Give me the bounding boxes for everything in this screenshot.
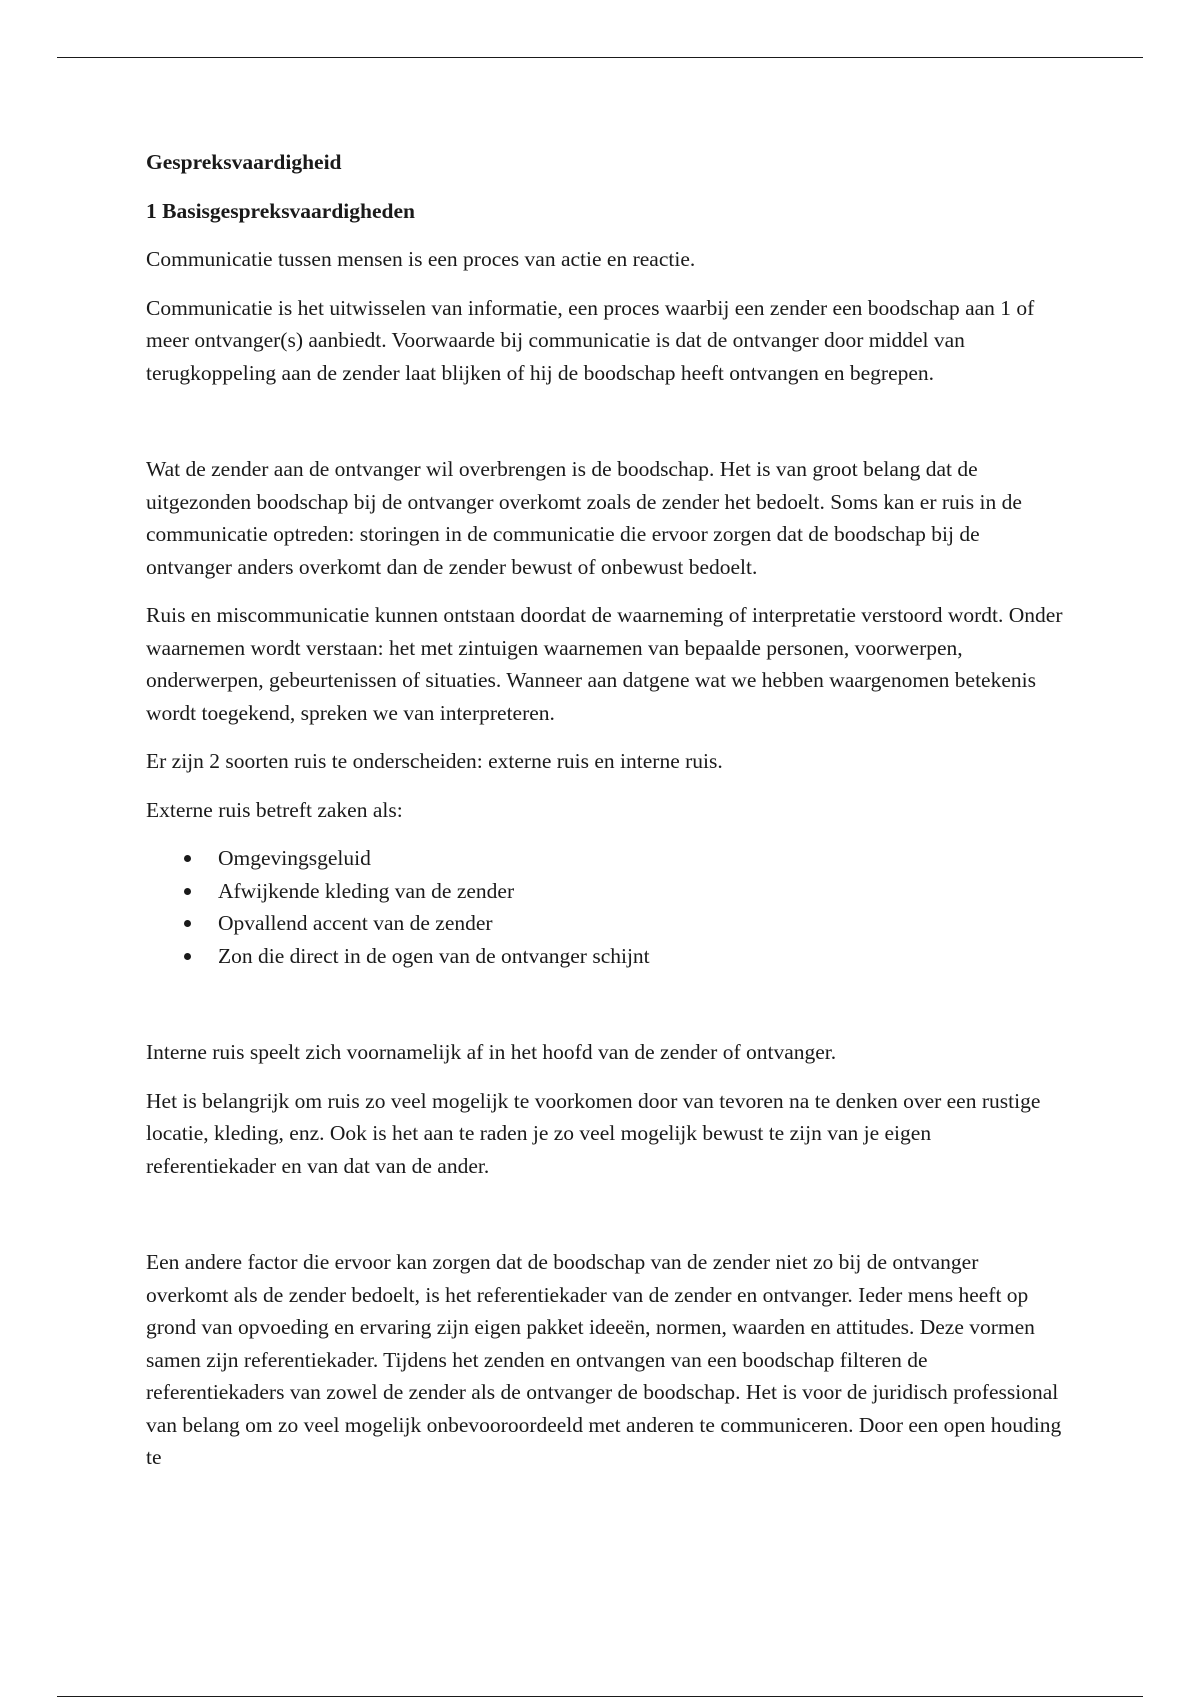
list-item xyxy=(146,842,1066,875)
paragraph-spacer xyxy=(146,405,1066,453)
paragraph: Wat de zender aan de ontvanger wil overbrengen is de boodschap. Het is van groot belang dat de uitgezonden boodschap bij de ontvanger overkomt zoals de zender het bedoelt. Soms kan er ruis in de communicatie optreden: storingen in de communicatie die ervoor zorgen dat de boodschap bij de ontvanger anders overkomt dan de zender bewust of onbewust bedoelt. xyxy=(146,457,1022,579)
bullet-icon xyxy=(184,920,191,927)
list-item-text: Omgevingsgeluid xyxy=(218,846,371,870)
paragraph: Het is belangrijk om ruis zo veel mogelijk te voorkomen door van tevoren na te denken over een rustige locatie, kleding, enz. Ook is het aan te raden je zo veel mogelijk bewust te zijn van je eigen referentiekader en van dat van de ander. xyxy=(146,1088,1041,1178)
paragraph: Ruis en miscommunicatie kunnen ontstaan doordat de waarneming of interpretatie verstoord wordt. Onder waarnemen wordt verstaan: het met zintuigen waarnemen van bepaalde personen, voorwerpen, onderwerpen, gebeurtenissen of situaties. Wanneer aan datgene wat we hebben waargenomen betekenis wordt toegekend, spreken we van interpreteren. xyxy=(146,603,1063,725)
paragraph: Communicatie is het uitwisselen van informatie, een proces waarbij een zender een boodschap aan 1 of meer ontvanger(s) aanbiedt. Voorwaarde bij communicatie is dat de ontvanger door middel van terugkoppeling aan de zender laat blijken of hij de boodschap heeft ontvangen en begrepen. xyxy=(146,295,1035,385)
paragraph: Communicatie tussen mensen is een proces van actie en reactie. xyxy=(146,247,696,271)
list-item-text: Opvallend accent van de zender xyxy=(218,911,493,935)
paragraph: Een andere factor die ervoor kan zorgen dat de boodschap van de zender niet zo bij de ontvanger overkomt als de zender bedoelt, is het referentiekader van de zender en ontvanger. Ieder mens heeft op grond van opvoeding en ervaring zijn eigen pakket ideeën, normen, waarden en attitudes. Deze vormen samen zijn referentiekader. Tijdens het zenden en ontvangen van een boodschap filteren de referentiekaders van zowel de zender als de ontvanger de boodschap. Het is voor de juridisch professional van belang om zo veel mogelijk onbevooroordeeld met anderen te communiceren. Door een open houding te xyxy=(146,1250,1062,1469)
paragraph-spacer xyxy=(146,988,1066,1036)
bullet-icon xyxy=(184,855,191,862)
bullet-icon xyxy=(184,953,191,960)
paragraph: Interne ruis speelt zich voornamelijk af in het hoofd van de zender of ontvanger. xyxy=(146,1040,837,1064)
footer-rule xyxy=(57,1696,1143,1697)
paragraph: Er zijn 2 soorten ruis te onderscheiden: externe ruis en interne ruis. xyxy=(146,749,723,773)
paragraph-spacer xyxy=(146,1198,1066,1246)
bullet-icon xyxy=(184,888,191,895)
list-item xyxy=(146,907,1066,940)
header-rule xyxy=(57,57,1143,58)
list-item-text: Zon die direct in de ogen van de ontvanger schijnt xyxy=(218,943,650,968)
list-item xyxy=(146,940,1066,973)
list-item xyxy=(146,875,1066,908)
section-heading: 1 Basisgespreksvaardigheden xyxy=(146,198,415,223)
list-item-text: Afwijkende kleding van de zender xyxy=(218,878,515,903)
bullet-list xyxy=(146,842,1066,972)
document-body xyxy=(146,146,1066,1490)
paragraph: Externe ruis betreft zaken als: xyxy=(146,797,403,822)
document-title: Gespreksvaardigheid xyxy=(146,150,342,174)
